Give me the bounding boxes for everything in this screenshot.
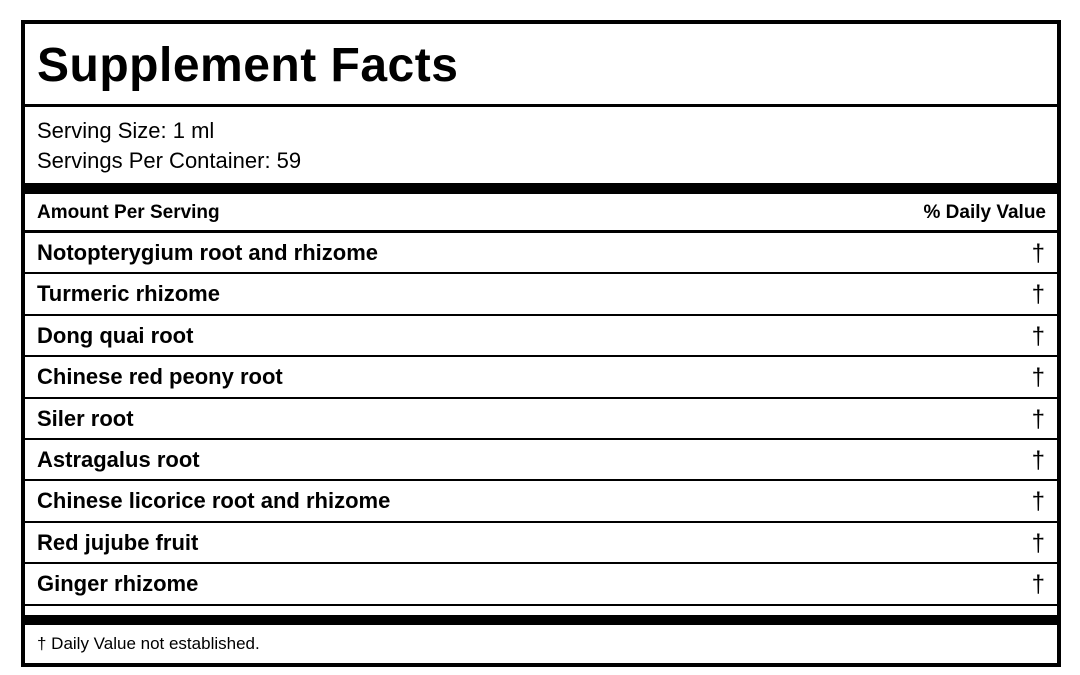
serving-size: Serving Size: 1 ml xyxy=(37,118,215,143)
ingredient-row xyxy=(25,316,1057,357)
ingredient-name: Ginger rhizome xyxy=(37,571,199,597)
ingredient-row xyxy=(25,523,1057,564)
ingredient-daily-value: † xyxy=(1031,281,1045,309)
footnote xyxy=(25,625,1057,662)
ingredient-name: Chinese red peony root xyxy=(37,364,283,390)
panel-title: Supplement Facts xyxy=(37,39,459,92)
ingredient-daily-value: † xyxy=(1031,240,1045,267)
column-header-row xyxy=(25,194,1057,233)
ingredient-name: Chinese licorice root and rhizome xyxy=(37,488,391,514)
amount-per-serving-header: Amount Per Serving xyxy=(37,202,220,223)
title-row xyxy=(25,24,1057,107)
thick-divider xyxy=(25,183,1057,194)
ingredient-row xyxy=(25,481,1057,522)
ingredient-row xyxy=(25,233,1057,274)
daily-value-header: % Daily Value xyxy=(923,202,1046,223)
ingredient-row xyxy=(25,564,1057,605)
ingredient-daily-value: † xyxy=(1031,571,1045,599)
ingredient-name: Siler root xyxy=(37,405,134,431)
ingredient-daily-value: † xyxy=(1031,529,1045,557)
ingredient-daily-value: † xyxy=(1031,488,1045,516)
ingredient-row xyxy=(25,440,1057,481)
ingredient-name: Dong quai root xyxy=(37,322,194,348)
ingredient-name: Notopterygium root and rhizome xyxy=(37,240,378,265)
ingredient-name: Turmeric rhizome xyxy=(37,281,220,307)
ingredient-row xyxy=(25,399,1057,440)
ingredient-daily-value: † xyxy=(1031,322,1045,350)
ingredient-daily-value: † xyxy=(1031,364,1045,392)
supplement-facts-panel xyxy=(21,20,1061,667)
ingredient-row xyxy=(25,274,1057,315)
ingredient-name: Astragalus root xyxy=(37,446,200,472)
ingredient-row xyxy=(25,357,1057,398)
ingredient-daily-value: † xyxy=(1031,405,1045,433)
footnote-text: † Daily Value not established. xyxy=(37,633,260,653)
spacer-row xyxy=(25,606,1057,615)
ingredient-daily-value: † xyxy=(1031,446,1045,474)
serving-info xyxy=(25,107,1057,183)
servings-per-container: Servings Per Container: 59 xyxy=(37,148,302,173)
thick-divider-bottom xyxy=(25,615,1057,625)
ingredient-name: Red jujube fruit xyxy=(37,529,199,555)
